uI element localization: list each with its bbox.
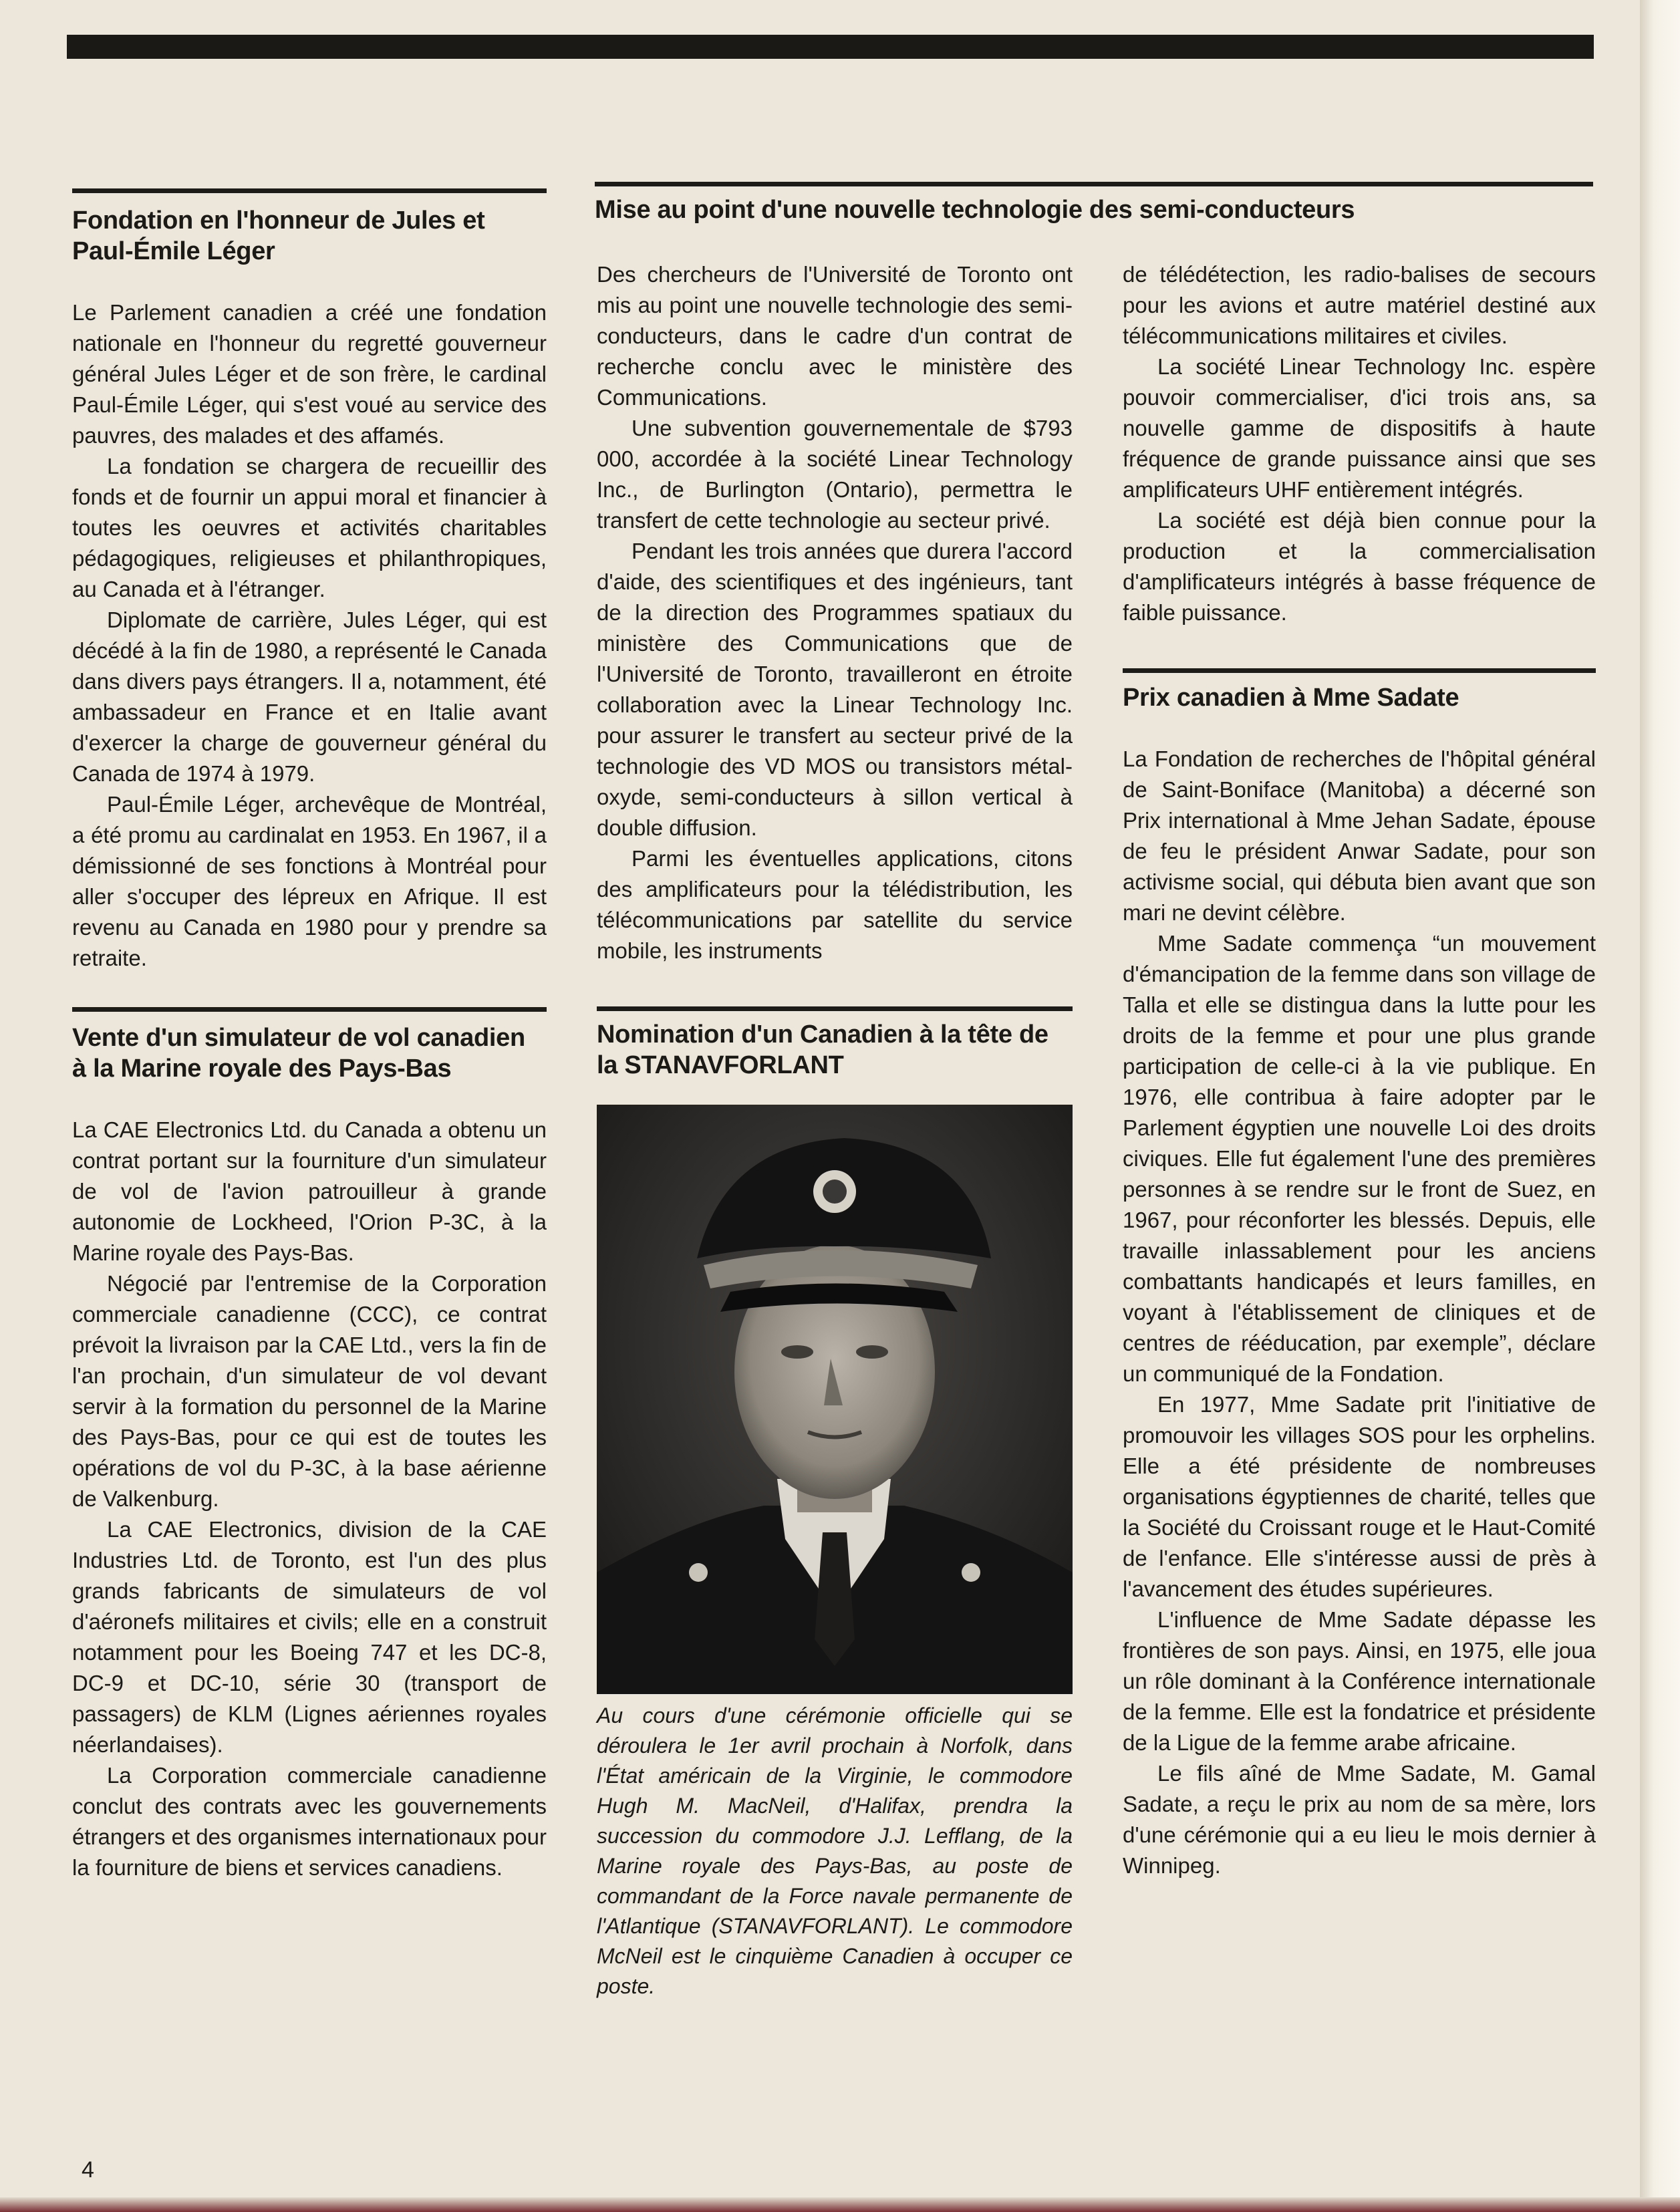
page-edge — [1640, 0, 1680, 2212]
paragraph: La Corporation commerciale canadienne conclut des contrats avec les gouvernements étrangers et des organismes internationaux pour la fourniture de biens et services canadiens. — [72, 1763, 547, 1880]
paragraph: En 1977, Mme Sadate prit l'initiative de promouvoir les villages SOS pour les orphelins. Elle a été présidente de nombreuses organisations égyptiennes de charité, telles que la Société du Croissant rouge et le Haut-Comité de l'enfance. Elle s'intéresse aussi de près à l'avancement des études supérieures. — [1123, 1392, 1596, 1601]
paragraph: Diplomate de carrière, Jules Léger, qui est décédé à la fin de 1980, a représenté le Canada dans divers pays étrangers. Il a, notamment, été ambassadeur en France et en Italie avant d'exercer la charge de gouverneur général du Canada de 1974 à 1979. — [72, 607, 547, 786]
commodore-photo — [597, 1105, 1073, 1694]
paragraph: La fondation se chargera de recueillir des fonds et de fournir un appui moral et financier à toutes les oeuvres et activités charitables pédagogiques, religieuses et philanthropiques, au Canada et à l'étranger. — [72, 454, 547, 601]
paragraph: Parmi les éventuelles applications, citons des amplificateurs pour la télédistribution, les télécommunications par satellite du service mobile, les instruments — [597, 846, 1073, 963]
paragraph: La société est déjà bien connue pour la production et la commercialisation d'amplificateurs intégrés à basse fréquence de faible puissance. — [1123, 508, 1596, 625]
article-title-sadate: Prix canadien à Mme Sadate — [1123, 684, 1459, 712]
article-rule — [1123, 668, 1596, 673]
paragraph: La Fondation de recherches de l'hôpital général de Saint-Boniface (Manitoba) a décerné son Prix international à Mme Jehan Sadate, épouse de feu le président Anwar Sadate, pour son activisme social, qui débuta bien avant que son mari ne devint célèbre. — [1123, 746, 1596, 925]
caption-text: Au cours d'une cérémonie officielle qui se déroulera le 1er avril prochain à Norfolk, dans l'État américain de la Virginie, le commodore Hugh M. MacNeil, d'Halifax, prendra la succession du commodore J.J. Lefflang, de la Marine royale des Pays-Bas, au poste de commandant de la Force navale permanente de l'Atlantique (STANAVFORLANT). Le commodore McNeil est le cinquième Canadien à occuper ce poste. — [597, 1703, 1073, 1998]
paragraph: Paul-Émile Léger, archevêque de Montréal, a été promu au cardinalat en 1953. En 1967, il a démissionné de ses fonctions à Montréal pour aller s'occuper des lépreux en Afrique. Il est revenu au Canada en 1980 pour y prendre sa retraite. — [72, 792, 547, 970]
portrait-image — [597, 1105, 1073, 1694]
paragraph: La CAE Electronics, division de la CAE Industries Ltd. de Toronto, est l'un des plus grands fabricants de simulateurs de vol d'aéronefs militaires et civils; elle en a construit notamment pour les Boeing 747 et les DC-8, DC-9 et DC-10, série 30 (transport de passagers) de KLM (Lignes aériennes royales néerlandaises). — [72, 1517, 547, 1757]
paragraph: Négocié par l'entremise de la Corporation commerciale canadienne (CCC), ce contrat prévoit la livraison par la CAE Ltd., vers la fin de l'an prochain, d'un simulateur de vol devant servir à la formation du personnel de la Marine des Pays-Bas, pour ce qui est de toutes les opérations de vol du P-3C, à la base aérienne de Valkenburg. — [72, 1271, 547, 1511]
binding-edge — [0, 2197, 1680, 2212]
page-number: 4 — [82, 2157, 94, 2183]
column-2 — [597, 259, 1073, 2001]
paragraph: Une subvention gouvernementale de $793 000, accordée à la société Linear Technology Inc., de Burlington (Ontario), permettra le transfert de cette technologie au secteur privé. — [597, 416, 1073, 533]
paragraph: de télédétection, les radio-balises de secours pour les avions et autre matériel destiné aux télécommunications militaires et civiles. — [1123, 262, 1596, 348]
article-rule — [72, 1007, 547, 1012]
column-1 — [72, 188, 547, 1883]
paragraph: La CAE Electronics Ltd. du Canada a obtenu un contrat portant sur la fourniture d'un simulateur de vol de l'avion patrouilleur à grande autonomie de Lockheed, l'Orion P-3C, à la Marine royale des Pays-Bas. — [72, 1117, 547, 1265]
article-body-semiconductors-continued — [1123, 259, 1596, 628]
article-body-semiconductors — [597, 259, 1073, 966]
article-body-simulator — [72, 1115, 547, 1883]
header-bar — [67, 35, 1594, 59]
semiconductors-header — [595, 182, 1593, 225]
paragraph: La société Linear Technology Inc. espère pouvoir commercialiser, d'ici trois ans, sa nouvelle gamme de dispositifs à haute fréquence de grande puissance ainsi que ses amplificateurs UHF entièrement intégrés. — [1123, 354, 1596, 502]
paragraph: Des chercheurs de l'Université de Toronto ont mis au point une nouvelle technologie des semi-conducteurs, dans le cadre d'un contrat de recherche conclu avec le ministère des Communications. — [597, 262, 1073, 410]
photo-caption — [597, 1701, 1073, 2001]
paragraph: Le Parlement canadien a créé une fondation nationale en l'honneur du regretté gouverneur général Jules Léger et de son frère, le cardinal Paul-Émile Léger, qui s'est voué au service des pauvres, des malades et des affamés. — [72, 300, 547, 448]
paragraph: L'influence de Mme Sadate dépasse les frontières de son pays. Ainsi, en 1975, elle joua un rôle dominant à la Conférence internationale de la femme. Elle est la fondatrice et présidente de la Ligue de la femme arabe africaine. — [1123, 1607, 1596, 1755]
column-3 — [1123, 259, 1596, 1881]
article-rule — [597, 1006, 1073, 1011]
article-title-leger: Fondation en l'honneur de Jules et Paul-Émile Léger — [72, 206, 485, 265]
article-rule — [595, 182, 1593, 186]
article-title-semiconductors: Mise au point d'une nouvelle technologie des semi-conducteurs — [595, 196, 1355, 224]
article-title-stanavforlant: Nomination d'un Canadien à la tête de la STANAVFORLANT — [597, 1020, 1048, 1079]
article-body-leger — [72, 297, 547, 974]
article-title-simulator: Vente d'un simulateur de vol canadien à la Marine royale des Pays-Bas — [72, 1024, 525, 1083]
paragraph: Mme Sadate commença “un mouvement d'émancipation de la femme dans son village de Talla et elle se distingua dans la lutte pour les droits de la femme et pour une plus grande participation de celle-ci à la vie publique. En 1976, elle contribua à faire adopter par le Parlement égyptien une nouvelle Loi des droits civiques. Elle fut également l'une des premières personnes à se rendre sur le front de Suez, en 1967, pour réconforter les blessés. Depuis, elle travaille inlassablement pour les anciens combattants handicapés et leurs familles, en voyant à l'établissement de cliniques et de centres de rééducation, par exemple”, déclare un communiqué de la Fondation. — [1123, 931, 1596, 1386]
article-body-sadate — [1123, 744, 1596, 1881]
paragraph: Le fils aîné de Mme Sadate, M. Gamal Sadate, a reçu le prix au nom de sa mère, lors d'une cérémonie qui a eu lieu le mois dernier à Winnipeg. — [1123, 1761, 1596, 1878]
paragraph: Pendant les trois années que durera l'accord d'aide, des scientifiques et des ingénieurs, tant de la direction des Programmes spatiaux du ministère des Communications que de l'Université de Toronto, travailleront en étroite collaboration avec la Linear Technology Inc. pour assurer le transfert au secteur privé de la technologie des VD MOS ou transistors métal-oxyde, semi-conducteurs à sillon vertical à double diffusion. — [597, 539, 1073, 840]
article-rule — [72, 188, 547, 193]
